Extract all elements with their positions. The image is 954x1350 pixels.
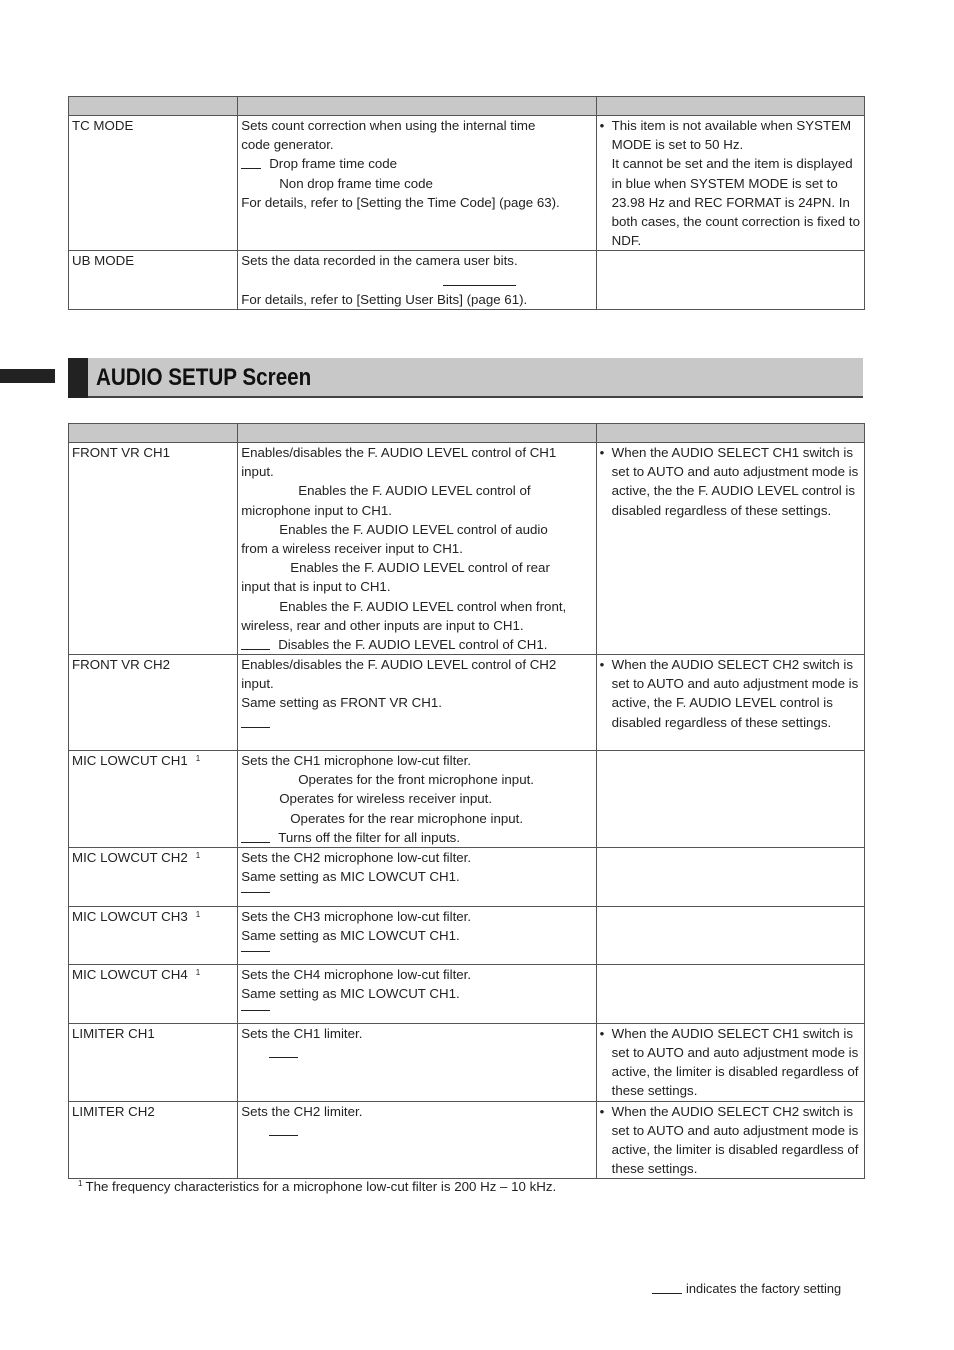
factory-setting-underline xyxy=(241,713,270,728)
item-notes xyxy=(596,848,864,907)
item-name: LIMITER CH2 xyxy=(69,1101,238,1179)
footnote-marker: 1 xyxy=(195,968,201,978)
footnote-marker: 1 xyxy=(195,851,201,860)
table-row xyxy=(69,655,865,751)
item-description: Sets count correction when using the internal time code generator. Drop frame time code Non drop frame time code For details, refer to [Setting the Time Code] (page 63). xyxy=(238,116,596,251)
factory-setting-underline xyxy=(269,1121,298,1136)
item-description: Sets the CH3 microphone low-cut filter. Same setting as MIC LOWCUT CH1. xyxy=(238,906,596,965)
item-notes: • When the AUDIO SELECT CH2 switch is set to AUTO and auto adjustment mode is active, the F. AUDIO LEVEL control is disabled regardless of these settings. xyxy=(596,655,864,751)
item-description: Sets the CH2 limiter. xyxy=(238,1101,596,1179)
factory-setting-underline xyxy=(443,271,516,286)
item-name: LIMITER CH1 xyxy=(69,1023,238,1101)
factory-setting-underline xyxy=(241,828,270,843)
footnote: $^1$ The frequency characteristics for a microphone low-cut filter is 200 Hz – 10 kHz. xyxy=(78,1179,557,1194)
item-name: MIC LOWCUT CH3 $^1$ xyxy=(69,906,238,965)
section-header xyxy=(68,358,863,398)
factory-setting-legend: indicates the factory setting xyxy=(652,1279,841,1298)
table-row xyxy=(69,1101,865,1179)
item-description: Enables/disables the F. AUDIO LEVEL control of CH1 input. Enables the F. AUDIO LEVEL control of microphone input to CH1. Enables the F. AUDIO LEVEL control of audio from a wireless receiver input to CH1. Enables the F. AUDIO LEVEL control of rear input that is input to CH1. Enables the F. AUDIO LEVEL control when front, wireless, rear and other inputs are input to CH1. Disables the F. AUDIO LEVEL control of CH1. xyxy=(238,443,596,655)
section-header-bar xyxy=(68,358,88,398)
item-description: Sets the CH1 microphone low-cut filter. Operates for the front microphone input. Operates for wireless receiver input. Operates for the rear microphone input. Turns off the filter for all inputs. xyxy=(238,751,596,848)
item-notes: • When the AUDIO SELECT CH2 switch is set to AUTO and auto adjustment mode is active, the limiter is disabled regardless of these settings. xyxy=(596,1101,864,1179)
factory-setting-underline xyxy=(241,635,270,650)
item-name: UB MODE xyxy=(69,251,238,310)
item-name: MIC LOWCUT CH2 $^1$ xyxy=(69,848,238,907)
table-header-row xyxy=(69,424,865,443)
item-name: FRONT VR CH1 xyxy=(69,443,238,655)
section-title: AUDIO SETUP Screen xyxy=(96,364,312,391)
item-description: Enables/disables the F. AUDIO LEVEL control of CH2 input. Same setting as FRONT VR CH1. xyxy=(238,655,596,751)
table-row xyxy=(69,848,865,907)
item-notes: • This item is not available when SYSTEM MODE is set to 50 Hz. It cannot be set and the item is displayed in blue when SYSTEM MODE is set to 23.98 Hz and REC FORMAT is 24PN. In both cases, the count correction is fixed to NDF. xyxy=(596,116,864,251)
chapter-tab-marker xyxy=(0,369,55,383)
item-name: FRONT VR CH2 xyxy=(69,655,238,751)
table-row xyxy=(69,443,865,655)
table-row xyxy=(69,116,865,251)
factory-setting-underline xyxy=(241,1004,270,1011)
table-row xyxy=(69,965,865,1024)
footnote-marker: 1 xyxy=(195,909,201,919)
factory-setting-underline xyxy=(241,945,270,952)
item-notes xyxy=(596,251,864,310)
item-notes: • When the AUDIO SELECT CH1 switch is set to AUTO and auto adjustment mode is active, the limiter is disabled regardless of these settings. xyxy=(596,1023,864,1101)
menu-table-2 xyxy=(68,423,865,1179)
table-row xyxy=(69,1023,865,1101)
factory-setting-underline xyxy=(269,1043,298,1058)
footnote-marker: 1 xyxy=(195,754,201,764)
factory-setting-underline xyxy=(241,886,270,893)
table-row xyxy=(69,906,865,965)
factory-setting-underline xyxy=(652,1279,682,1294)
item-description: Sets the CH4 microphone low-cut filter. Same setting as MIC LOWCUT CH1. xyxy=(238,965,596,1024)
item-notes xyxy=(596,906,864,965)
item-name: TC MODE xyxy=(69,116,238,251)
menu-table-1 xyxy=(68,96,865,310)
item-notes: • When the AUDIO SELECT CH1 switch is set to AUTO and auto adjustment mode is active, the the F. AUDIO LEVEL control is disabled regardless of these settings. xyxy=(596,443,864,655)
item-name: MIC LOWCUT CH1 $^1$ xyxy=(69,751,238,848)
table-row xyxy=(69,751,865,848)
table-row xyxy=(69,251,865,310)
item-notes xyxy=(596,751,864,848)
item-notes xyxy=(596,965,864,1024)
footnote-marker: 1 xyxy=(78,1179,83,1188)
factory-setting-underline xyxy=(241,154,261,169)
table-header-row xyxy=(69,97,865,116)
item-description: Sets the data recorded in the camera user bits. For details, refer to [Setting User Bits] (page 61). xyxy=(238,251,596,310)
item-description: Sets the CH1 limiter. xyxy=(238,1023,596,1101)
item-description: Sets the CH2 microphone low-cut filter. Same setting as MIC LOWCUT CH1. xyxy=(238,848,596,907)
item-name: MIC LOWCUT CH4 $^1$ xyxy=(69,965,238,1024)
